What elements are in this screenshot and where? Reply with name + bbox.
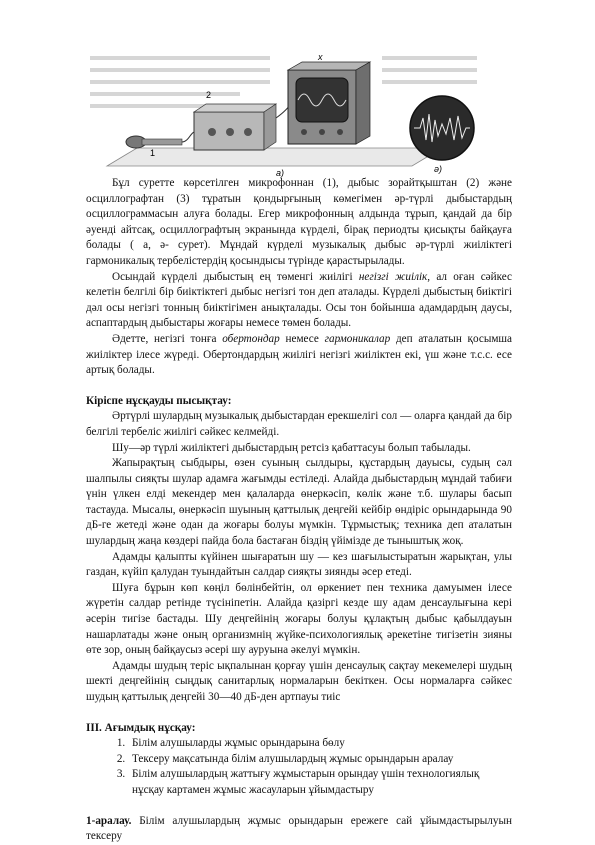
intro-paragraph-3 <box>86 332 512 379</box>
microphone <box>126 136 182 148</box>
noise-paragraph-6: Адамды шудың теріс ықпалынан қорғау үшін денсаулық сақтау мекемелері шудың шекті деңгейінің сыңдық санитарлық нормаларын бекіткен. Осы нормаларға сәйкес шудың қаттылық деңгейі 30—40 дБ-ден артпауы тиіс <box>86 659 512 703</box>
intro-p3-end: деп аталатын қосымша жиіліктер ілесе жүреді. Обертондардың жиілігі негізгі жиіліктен екі, үш және т.с.с. есе артық болады. <box>86 332 513 377</box>
label-2: 2 <box>206 90 212 100</box>
oscillogram-circle <box>410 96 474 160</box>
term-harmonics: гармоникалар <box>324 332 391 345</box>
amplifier <box>194 104 276 150</box>
intro-section <box>86 176 512 845</box>
table-surface <box>107 148 442 166</box>
step-1-text: Білім алушылардың жұмыс орындарын ережеге сай ұйымдастырылуын тексеру <box>86 814 512 843</box>
cable <box>182 132 194 142</box>
noise-paragraph-3: Жапырақтың сыбдыры, өзен суының сылдыры, құстардың дауысы, судың сәл шалпылы сияқты шулар адамға жағымды естіледі. Алайда дыбыстардың мұндай табиғи үнін үлкен елді мекендер мен қалаларда өнеркәсіп, көлік және т.б. шулары басып тастауда. Мысалы, өнеркәсіп шуының қаттылық деңгейі кейбір өндіріс орындарында 90 дБ-ге жетеді және одан да жоғары болуы мүмкін. Тұрмыстық; техника деп аталатын шулардың жаңа көздері пайда бола бастаған біздің үйімізде де тыныштық жоқ. <box>86 457 512 548</box>
noise-paragraph-5: Шуға бұрын көп көңіл бөлінбейтін, ол өркениет пен техника дамуымен ілесе жүретін салдар ретінде түсініпетін. Алайда қазіргі кезде шу адам денсаулығына кері әсерін тигізе бастады. Шу деңгейінің жоғары болуы құлақтың дыбыс қабылдауын нашарлатады және оның организмнің жүйке-психологиялық әрекетіне тигізетін зияны өте зор, оның байқаусыз әсері шу ауруына әкелуі мүмкін. <box>86 581 512 657</box>
step-1-label: 1-аралау. <box>86 814 132 827</box>
term-fundamental-frequency: негізгі жиілік <box>358 270 428 283</box>
section-heading-intro-instruction: Кіріспе нұсқауды пысықтау: <box>86 394 232 407</box>
noise-paragraph-2: Шу—әр түрлі жиіліктегі дыбыстардың ретсіз қабаттасуы болып табылады. <box>112 441 471 454</box>
label-x: x <box>318 52 323 62</box>
faded-background-text <box>90 56 477 108</box>
intro-p2-start: Осындай күрделі дыбыстың ең төменгі жиілігі <box>112 270 359 283</box>
label-a: а) <box>276 168 285 178</box>
list-item: 2. Тексеру мақсатында білім алушылардың жұмыс орындарын аралау <box>128 752 512 768</box>
section-heading-current-instruction: ІІІ. Ағымдық нұсқау: <box>86 721 196 734</box>
term-overtones: обертондар <box>222 332 280 345</box>
intro-paragraph-1: Бұл суретте көрсетілген микрофоннан (1), дыбыс зорайтқыштан (2) және осциллографтан (3) тұратын қондырғының көмегімен әр-түрлі дыбыстардың осциллограммасын алуға болады. Егер микрофонның алдында тұрып, қандай да бір әуенді айтсақ, осциллографтың экранында күрделі, бірақ периодты қисықты байқауға болады ( а, ә- сурет). Мұндай күрделі музыкалық дыбыс әр-түрлі жиіліктегі гармоникалық тербелістердің қосындысы түрінде қарастырылады. <box>86 177 512 267</box>
noise-paragraph-1: Әртүрлі шулардың музыкалық дыбыстардан ерекшелігі сол — оларға қандай да бір белгілі тербеліс жиілігі сәйкес келмейді. <box>86 410 512 438</box>
intro-p3-mid: немесе <box>279 332 325 345</box>
step-1-line <box>86 814 512 845</box>
apparatus-figure <box>82 48 482 180</box>
list-item: 1. Білім алушыларды жұмыс орындарына бөлу <box>128 736 512 752</box>
oscilloscope <box>288 62 370 144</box>
intro-paragraph-2 <box>86 270 512 332</box>
list-item: 3. Білім алушылардың жаттығу жұмыстарын орындау үшін технологиялық нұсқау картамен жұмыс жасауларын ұйымдастыру <box>128 767 512 798</box>
intro-p3-start: Әдетте, негізгі тонға <box>112 332 223 345</box>
noise-paragraph-4: Адамды қалыпты күйінен шығаратын шу — кез шағылыстыратын жарықтан, улы газдан, күйіп қалудан туындайтын салдар сияқты зиянды әсер етеді. <box>86 550 512 579</box>
current-instruction-list <box>86 736 512 798</box>
label-e: ә) <box>434 164 443 174</box>
intro-p2-end: , ал оған сәйкес келетін белгілі бір биіктіктегі дыбыс негізгі тон деп аталады. Күрделі дыбыстың биіктігі дәл осы негізгі тонның биіктігімен анықталады. Осы тон бойынша адамдардың даусы, аспаптардың дыбыстары жоғары немесе төмен болады. <box>86 270 512 330</box>
label-1: 1 <box>150 148 156 158</box>
